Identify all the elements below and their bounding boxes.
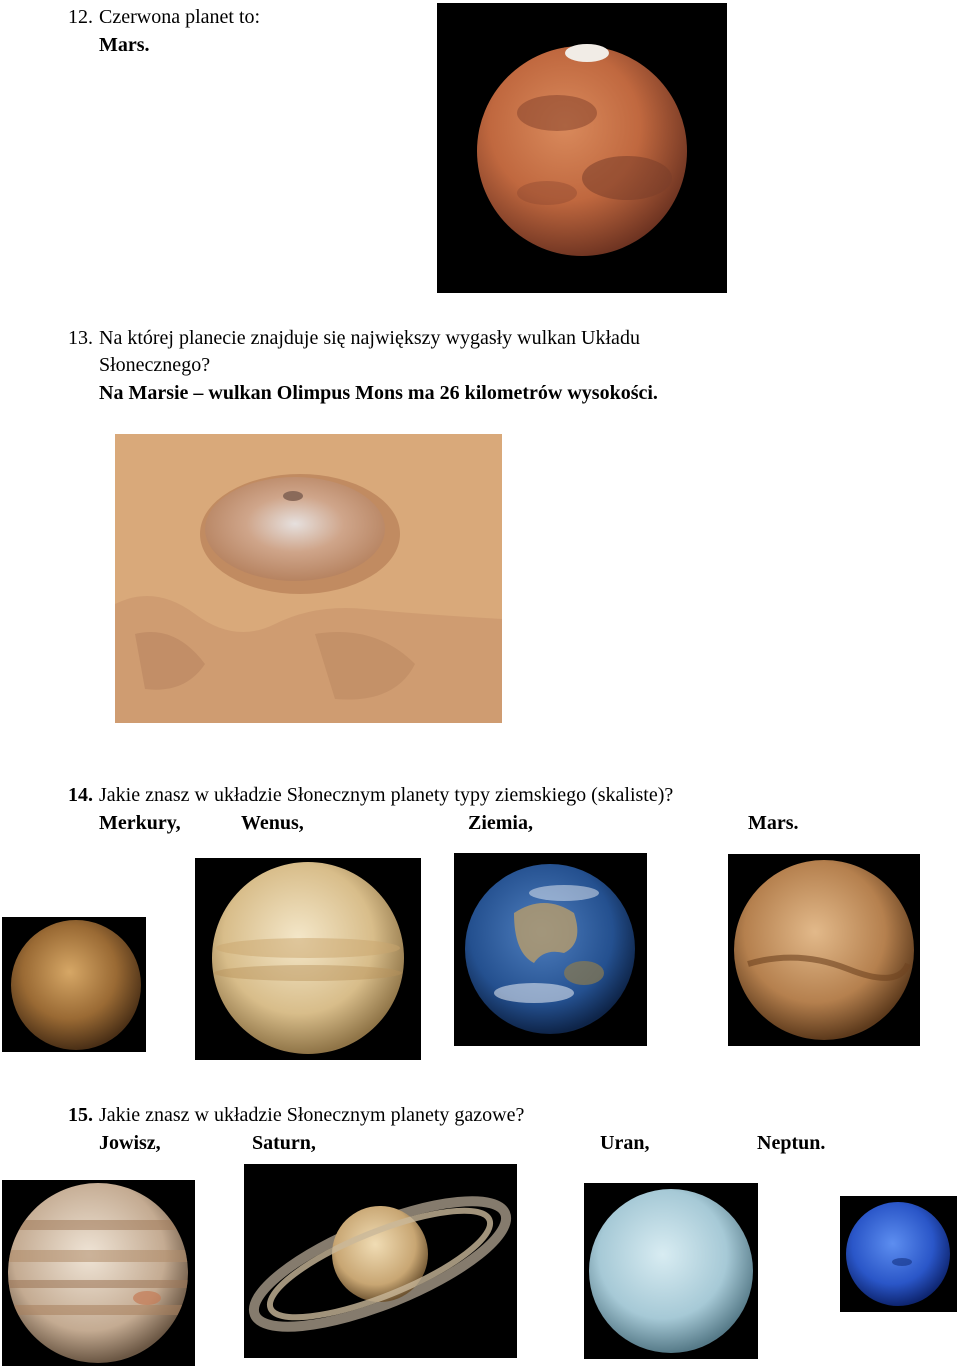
q14-answer-mercury: Merkury, [99, 812, 181, 834]
q15-question: Jakie znasz w układzie Słonecznym planety gazowe? [99, 1104, 525, 1126]
mars-globe-photo [728, 854, 920, 1046]
mars-photo [437, 3, 727, 293]
q13-question-line1: Na której planecie znajduje się największy wygasły wulkan Układu [99, 327, 640, 349]
jupiter-photo [2, 1180, 195, 1366]
q14-question: Jakie znasz w układzie Słonecznym planety typy ziemskiego (skaliste)? [99, 784, 674, 806]
q15-answer-uranus: Uran, [600, 1132, 650, 1154]
q14-number: 14. [68, 784, 93, 806]
saturn-photo [244, 1164, 517, 1358]
q15-answer-neptune: Neptun. [757, 1132, 826, 1154]
neptune-photo [840, 1196, 957, 1312]
venus-photo [195, 858, 421, 1060]
mercury-photo [2, 917, 146, 1052]
q14-answer-earth: Ziemia, [468, 812, 533, 834]
q12-number: 12. [68, 6, 93, 28]
q13-number: 13. [68, 327, 93, 349]
q14-answer-mars: Mars. [748, 812, 799, 834]
q15-number: 15. [68, 1104, 93, 1126]
q13-answer: Na Marsie – wulkan Olimpus Mons ma 26 kilometrów wysokości. [99, 382, 658, 404]
olympus-mons-photo [115, 434, 502, 723]
q15-answer-jupiter: Jowisz, [99, 1132, 161, 1154]
q13-question-line2: Słonecznego? [99, 354, 211, 376]
q12-answer: Mars. [99, 34, 150, 56]
q12-question: Czerwona planet to: [99, 6, 261, 28]
q14-answer-venus: Wenus, [241, 812, 304, 834]
uranus-photo [584, 1183, 758, 1359]
earth-photo [454, 853, 647, 1046]
q15-answer-saturn: Saturn, [252, 1132, 316, 1154]
